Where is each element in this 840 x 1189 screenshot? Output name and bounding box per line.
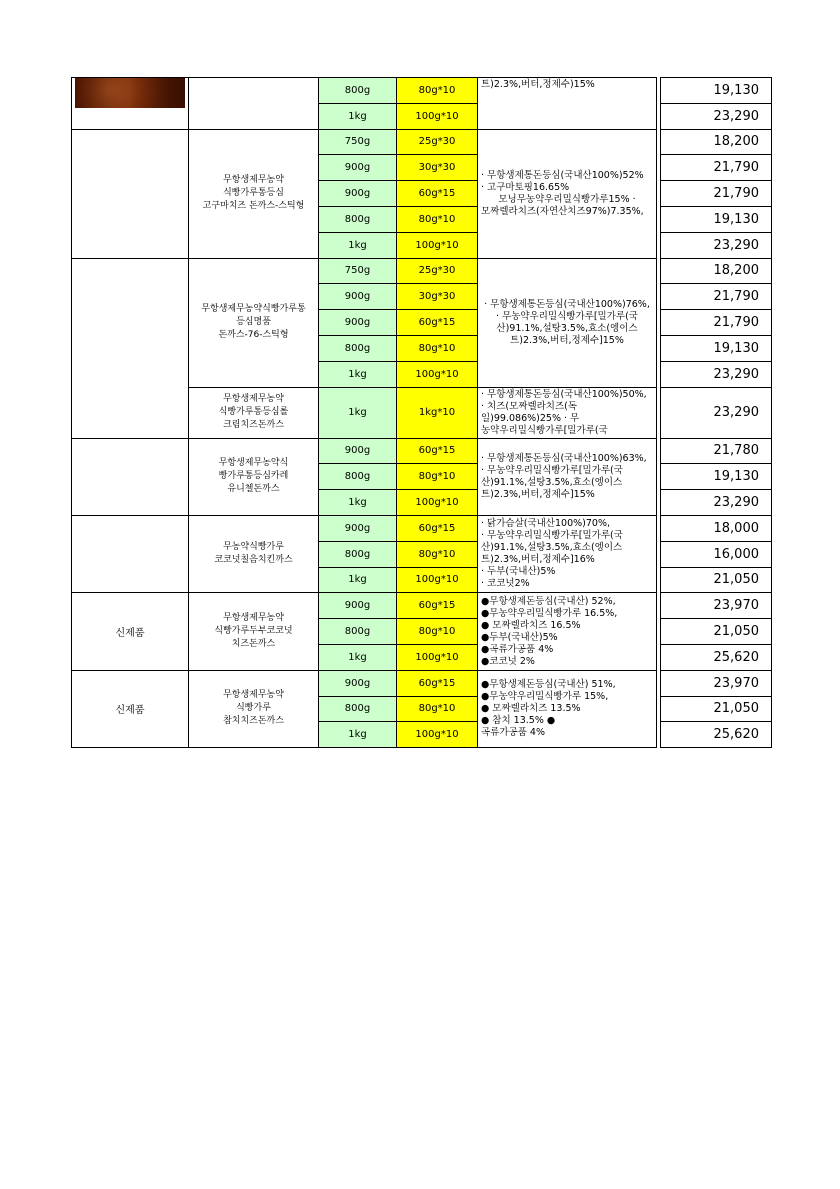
- badge-cell: [72, 129, 189, 258]
- product-name-line: 무항생제무농약: [223, 613, 284, 624]
- product-name-cell: [189, 258, 319, 387]
- ingredient-line: · 고구마토핑16.65%: [481, 181, 570, 193]
- weight-cell: 900g: [319, 670, 397, 696]
- price-cell: 18,200: [661, 258, 772, 284]
- price-cell: 19,130: [661, 464, 772, 490]
- weight-cell: 900g: [319, 310, 397, 336]
- ingredient-line: ●두부(국내산)5%: [481, 631, 558, 643]
- ingredient-line: 일)99.086%)25% · 무: [481, 412, 580, 424]
- pack-cell: 80g*10: [397, 619, 478, 645]
- ingredients-cell: [478, 387, 657, 438]
- ingredient-line: 산)91.1%,설탕3.5%,효소(엥이스: [496, 322, 638, 334]
- ingredients-cell: [478, 78, 657, 130]
- price-table: [71, 77, 772, 748]
- ingredient-line: ●코코넛 2%: [481, 655, 535, 667]
- ingredient-line: · 무농약우리밀식빵가루[밀가루(국: [496, 310, 638, 322]
- cutlet-photo: [75, 78, 185, 108]
- ingredient-line: · 무농약우리밀식빵가루[밀가루(국: [481, 530, 623, 542]
- ingredient-line: 트)2.3%,버터,정제수]15%: [481, 488, 595, 500]
- weight-cell: 900g: [319, 155, 397, 181]
- weight-cell: 800g: [319, 78, 397, 104]
- pack-cell: 30g*30: [397, 155, 478, 181]
- weight-cell: 750g: [319, 129, 397, 155]
- new-product-badge: 신제품: [72, 593, 189, 670]
- ingredient-line: 트)2.3%,버터,정제수)15%: [481, 79, 595, 90]
- weight-cell: 800g: [319, 619, 397, 645]
- pack-cell: 100g*10: [397, 722, 478, 748]
- ingredient-line: · 무항생제통돈등심(국내산100%)63%,: [481, 452, 647, 464]
- ingredient-line: 트)2.3%,버터,정제수]16%: [481, 554, 595, 566]
- weight-cell: 900g: [319, 284, 397, 310]
- price-cell: 21,790: [661, 181, 772, 207]
- product-name-line: 무항생제무농약: [223, 175, 284, 186]
- price-cell: 18,200: [661, 129, 772, 155]
- weight-cell: 900g: [319, 181, 397, 207]
- product-name-line: 참치치즈돈까스: [223, 716, 284, 727]
- pack-cell: 80g*10: [397, 206, 478, 232]
- product-name-line: 치즈돈까스: [231, 639, 276, 650]
- ingredient-line: · 두부(국내산)5%: [481, 566, 556, 578]
- pack-cell: 100g*10: [397, 490, 478, 516]
- table-row: [72, 78, 772, 104]
- price-cell: 19,130: [661, 335, 772, 361]
- pack-cell: 60g*15: [397, 515, 478, 541]
- ingredient-line: · 무항생제통돈등심(국내산100%)76%,: [484, 298, 650, 310]
- product-name-cell: [189, 387, 319, 438]
- price-cell: 21,790: [661, 310, 772, 336]
- price-cell: 19,130: [661, 206, 772, 232]
- weight-cell: 800g: [319, 464, 397, 490]
- ingredients-cell: [478, 438, 657, 515]
- product-name-line: 식빵가루두부코코넛: [214, 626, 293, 637]
- product-name-line: 코코넛칠음치킨까스: [214, 555, 293, 566]
- ingredient-line: ● 모짜렐라치즈 16.5%: [481, 619, 581, 631]
- ingredient-line: · 치즈(모짜렐라치즈(독: [481, 400, 578, 412]
- pack-cell: 80g*10: [397, 78, 478, 104]
- ingredient-line: ●무농약우리밀식빵가루 15%,: [481, 690, 609, 702]
- product-name-line: 돈까스-76-스틱형: [218, 330, 289, 341]
- pack-cell: 60g*15: [397, 181, 478, 207]
- ingredient-line: 트)2.3%,버터,정제수]15%: [510, 334, 624, 346]
- price-cell: 21,050: [661, 696, 772, 722]
- pack-cell: 100g*10: [397, 644, 478, 670]
- product-name-cell: [189, 438, 319, 515]
- ingredient-line: 산)91.1%,설탕3.5%,효소(엥이스: [481, 476, 623, 488]
- pack-cell: 100g*10: [397, 103, 478, 129]
- ingredient-line: 곡류가공품 4%: [481, 726, 545, 738]
- pack-cell: 1kg*10: [397, 387, 478, 438]
- weight-cell: 900g: [319, 515, 397, 541]
- price-cell: 18,000: [661, 515, 772, 541]
- weight-cell: 900g: [319, 438, 397, 464]
- ingredients-cell: [478, 515, 657, 592]
- price-cell: 23,290: [661, 387, 772, 438]
- pack-cell: 60g*15: [397, 310, 478, 336]
- weight-cell: 1kg: [319, 103, 397, 129]
- weight-cell: 1kg: [319, 490, 397, 516]
- ingredients-cell: [478, 129, 657, 258]
- pack-cell: 80g*10: [397, 696, 478, 722]
- ingredient-line: · 무항생제통돈등심(국내산100%)52%: [481, 169, 644, 181]
- product-name-cell: [189, 670, 319, 747]
- product-name-line: 식빵가루: [236, 703, 271, 714]
- ingredient-line: ●무항생제돈등심(국내산) 51%,: [481, 678, 616, 690]
- pack-cell: 80g*10: [397, 335, 478, 361]
- product-name-line: 등심명품: [236, 317, 271, 328]
- weight-cell: 900g: [319, 593, 397, 619]
- price-cell: 23,970: [661, 670, 772, 696]
- table-row: [72, 593, 772, 619]
- badge-cell: [72, 438, 189, 515]
- weight-cell: 800g: [319, 541, 397, 567]
- weight-cell: 1kg: [319, 644, 397, 670]
- table-row: [72, 438, 772, 464]
- ingredient-line: · 무농약우리밀식빵가루[밀가루(국: [481, 464, 623, 476]
- price-cell: 23,970: [661, 593, 772, 619]
- price-cell: 25,620: [661, 644, 772, 670]
- weight-cell: 1kg: [319, 722, 397, 748]
- price-cell: 23,290: [661, 232, 772, 258]
- pack-cell: 80g*10: [397, 541, 478, 567]
- ingredient-line: ●곡류가공품 4%: [481, 643, 554, 655]
- pack-cell: 30g*30: [397, 284, 478, 310]
- price-cell: 16,000: [661, 541, 772, 567]
- product-name-line: 식빵가루통등심: [223, 188, 284, 199]
- pack-cell: 60g*15: [397, 593, 478, 619]
- price-cell: 21,790: [661, 284, 772, 310]
- price-cell: 25,620: [661, 722, 772, 748]
- table-row: [72, 670, 772, 696]
- pack-cell: 25g*30: [397, 258, 478, 284]
- badge-cell: [72, 258, 189, 438]
- weight-cell: 1kg: [319, 232, 397, 258]
- price-cell: 21,050: [661, 619, 772, 645]
- pack-cell: 25g*30: [397, 129, 478, 155]
- ingredients-cell: [478, 670, 657, 747]
- price-cell: 21,790: [661, 155, 772, 181]
- product-name-line: 무항생제무농약: [223, 394, 284, 405]
- weight-cell: 1kg: [319, 387, 397, 438]
- ingredient-line: 산)91.1%,설탕3.5%,효소(엥이스: [481, 542, 623, 554]
- product-name-line: 크림치즈돈까스: [223, 420, 284, 431]
- price-cell: 21,050: [661, 567, 772, 593]
- weight-cell: 800g: [319, 335, 397, 361]
- table-row: [72, 258, 772, 284]
- product-name-line: 무항생제무농약식: [218, 458, 289, 469]
- weight-cell: 800g: [319, 206, 397, 232]
- ingredient-line: · 코코넛2%: [481, 578, 530, 590]
- product-name-line: 유니첼돈까스: [227, 484, 280, 495]
- product-name-line: 무항생제무농약식빵가루통: [201, 304, 306, 315]
- weight-cell: 1kg: [319, 567, 397, 593]
- product-name-cell: [189, 129, 319, 258]
- ingredient-line: ● 참치 13.5% ●: [481, 714, 556, 726]
- ingredient-line: · 닭가슴살(국내산100%)70%,: [481, 518, 610, 530]
- product-name-line: 무농약식빵가루: [223, 542, 284, 553]
- product-name-cell: [189, 515, 319, 592]
- table-row: [72, 129, 772, 155]
- product-name-cell: [189, 78, 319, 130]
- new-product-badge: 신제품: [72, 670, 189, 747]
- ingredient-line: ● 모짜렐라치즈 13.5%: [481, 702, 581, 714]
- ingredient-line: 모닝무농약우리밀식빵가루15% ·: [498, 193, 636, 205]
- badge-cell: [72, 515, 189, 592]
- pack-cell: 100g*10: [397, 567, 478, 593]
- ingredient-line: ●무항생제돈등심(국내산) 52%,: [481, 595, 616, 607]
- weight-cell: 800g: [319, 696, 397, 722]
- weight-cell: 1kg: [319, 361, 397, 387]
- product-name-line: 고구마치즈 돈까스-스틱형: [202, 201, 305, 212]
- pack-cell: 60g*15: [397, 438, 478, 464]
- pack-cell: 100g*10: [397, 232, 478, 258]
- product-name-line: 식빵가루통등심롤: [218, 407, 289, 418]
- product-name-cell: [189, 593, 319, 670]
- ingredients-cell: [478, 593, 657, 670]
- product-name-line: 빵가루통등심카레: [218, 471, 289, 482]
- ingredient-line: · 무항생제통돈등심(국내산100%)50%,: [481, 388, 647, 400]
- price-cell: 23,290: [661, 103, 772, 129]
- pack-cell: 80g*10: [397, 464, 478, 490]
- product-name-line: 무항생제무농약: [223, 690, 284, 701]
- pack-cell: 100g*10: [397, 361, 478, 387]
- pack-cell: 60g*15: [397, 670, 478, 696]
- price-cell: 23,290: [661, 361, 772, 387]
- product-photo-cell: [72, 78, 189, 130]
- price-cell: 19,130: [661, 78, 772, 104]
- price-cell: 21,780: [661, 438, 772, 464]
- ingredient-line: ●무농약우리밀식빵가루 16.5%,: [481, 607, 618, 619]
- price-cell: 23,290: [661, 490, 772, 516]
- table-row: [72, 515, 772, 541]
- ingredients-cell: [478, 258, 657, 387]
- ingredient-line: 농약우리밀식빵가루[밀가루(국: [481, 424, 608, 436]
- weight-cell: 750g: [319, 258, 397, 284]
- ingredient-line: 모짜렐라치즈(자연산치즈97%)7.35%,: [481, 205, 644, 217]
